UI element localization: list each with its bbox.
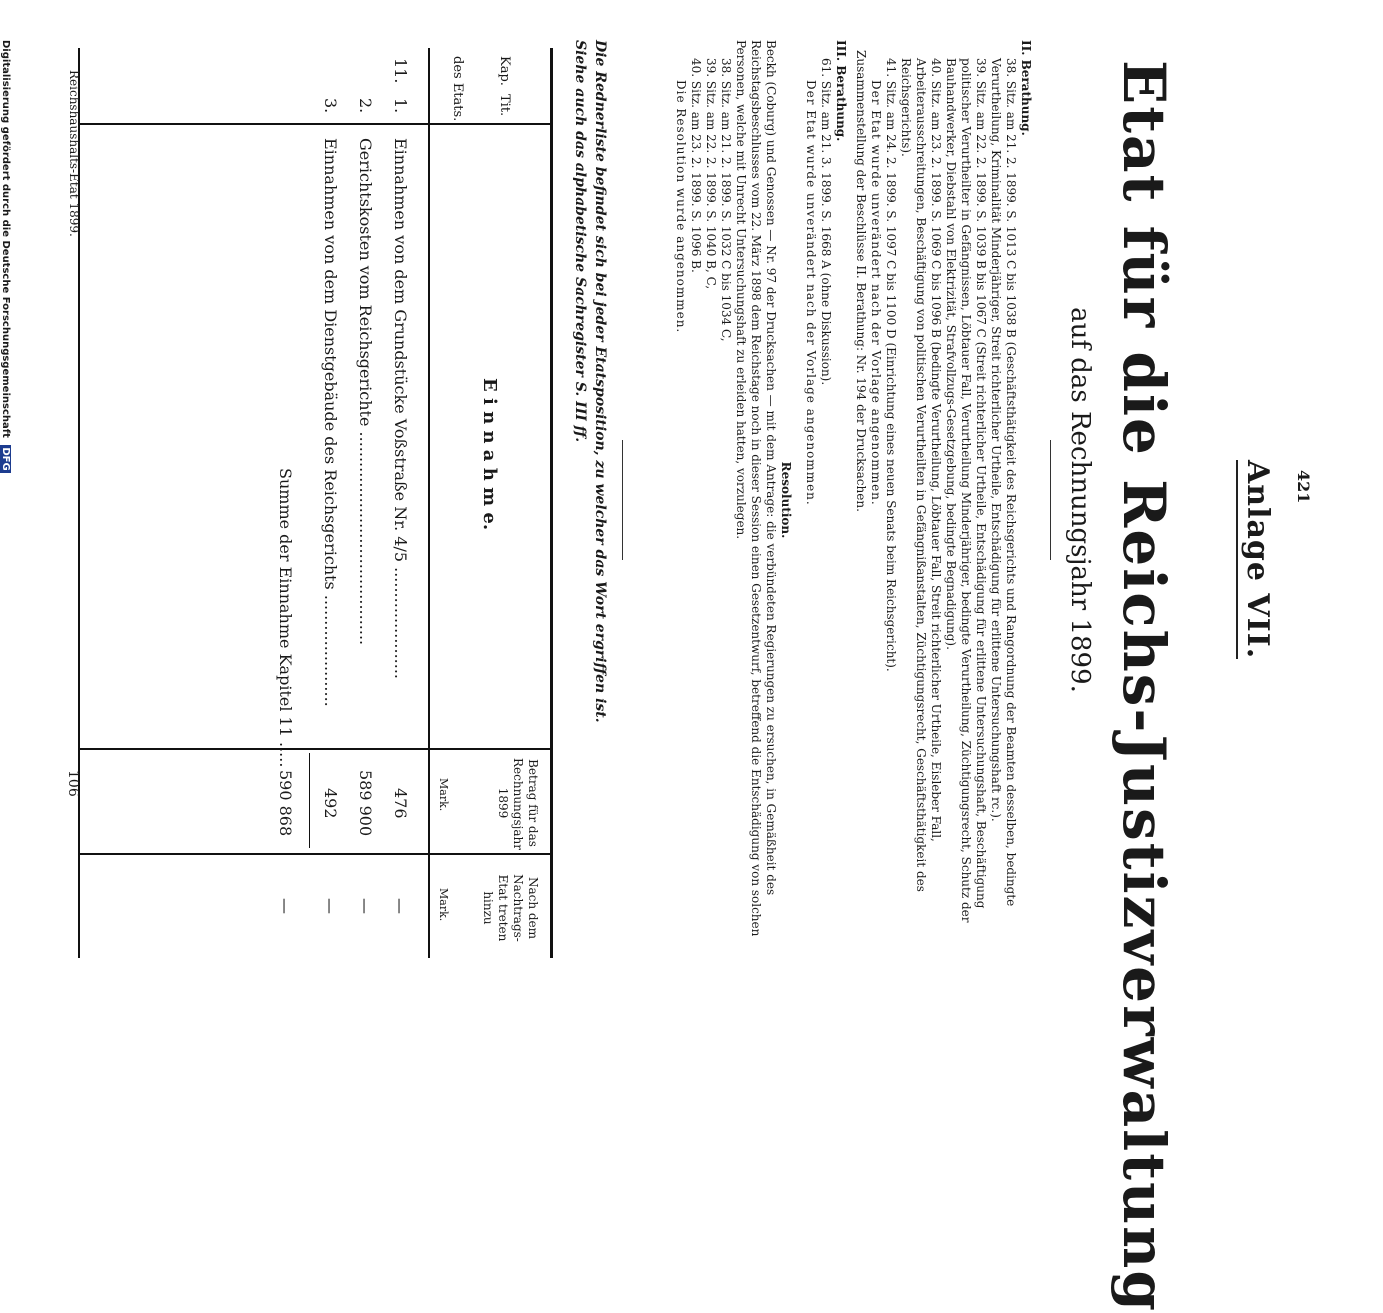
section-ii-line: 38. Sitz. am 21. 2. 1899. S. 1013 C bis 1038 B (Geschäftsthätigkeit des Reichsgerichts und Rangordnung der Beamten desselben, bedingte Verurtheilung, Kriminalität Minderjähriger, Streit richterlicher Urtheile, Entschädigung für erlittene Untersuchungshaft rc.). [989, 58, 1018, 907]
section-ii-summary: Zusammenstellung der Beschlüsse II. Berathung: Nr. 194 der Drucksachen. [854, 50, 868, 512]
resolution-text: Beckh (Coburg) und Genossen — Nr. 97 der Drucksachen — mit dem Antrage: die verbündeten Regierungen zu ersuchen, in Gemäßheit des Reichstagsbeschlusses vom 22. März 1898 dem Reichstage noch in dieser Session einen Gesetzentwurf, betreffend die Entschädigung von solchen Personen, welche mit Unrecht Untersuchungshaft zu erleiden hatten, vorzulegen. [734, 40, 778, 937]
table-row [380, 48, 410, 958]
footer-page: 106 [65, 770, 81, 797]
row-text: Gerichtskosten vom Reichsgerichte .......................................... [356, 138, 375, 646]
table-row [310, 48, 340, 958]
section-ii-line: 39. Sitz. am 22. 2. 1899. S. 1039 B bis 1067 C (Streit richterlicher Urtheile, Entschädigung für erlittene Untersuchungshaft, Beschäftigung politischer Verurtheilter in Gefängnissen, Löbtauer Fall, Verurtheilung Minderjähriger, bedingte Verurtheilung, Züchtigungsrecht, Schutz der Bauhandwerker, Diebstahl von Elektrizität, Strafvollzugs-Gesetzgebung, bedingte Begnadigung). [944, 58, 988, 923]
section-ii [853, 40, 1033, 960]
section-ii-result: Der Etat wurde unverändert nach der Vorlage angenommen. [869, 80, 883, 506]
dfg-logo: DFG [0, 447, 11, 471]
sum-label: Summe der Einnahme Kapitel 11 ..... [276, 468, 295, 768]
header-kap: Kap. [497, 56, 512, 86]
title-divider [1050, 440, 1051, 560]
header-betrag-unit: Mark. [437, 778, 450, 812]
resolution-line: 40. Sitz. am 23. 2. 1899. S. 1096 B. [689, 58, 703, 273]
row-nachtrag: — [356, 898, 375, 914]
header-einnahme: E i n n a h m e. [479, 378, 500, 531]
resolution [673, 40, 793, 960]
note-rednerliste: Die Rednerliste befindet sich bei jeder Etatsposition, zu welcher das Wort ergriffen ist. [592, 40, 608, 723]
anlage-label: Anlage VII. [1236, 460, 1275, 659]
section-iii-result: Der Etat wurde unverändert nach der Vorlage angenommen. [804, 80, 818, 506]
row-tit: 3. [321, 98, 340, 114]
section-iii-heading: III. Berathung. [834, 40, 848, 142]
resolution-heading: Resolution. [779, 461, 793, 539]
header-betrag: Betrag für das Rechnungsjahr 1899 [496, 758, 540, 850]
note-sachregister: Siehe auch das alphabetische Sachregister S. III ff. [572, 40, 588, 443]
resolution-result: Die Resolution wurde angenommen. [674, 80, 688, 334]
footer-etat: Reichshaushalts-Etat 1899. [67, 70, 81, 237]
row-nachtrag: — [391, 898, 410, 914]
row-text: Einnahmen von dem Dienstgebäude des Reichsgerichts ...................... [321, 138, 340, 707]
table-sum-rule [309, 753, 310, 848]
page-number: 421 [1294, 470, 1313, 504]
section-ii-heading: II. Berathung. [1019, 40, 1033, 136]
sum-betrag: 590 868 [276, 770, 295, 837]
section-iii [803, 40, 848, 960]
header-tit: Tit. [497, 94, 512, 117]
row-tit: 2. [356, 98, 375, 114]
header-des-etats: des Etats. [450, 56, 465, 122]
section-ii-line: 41. Sitz. am 24. 2. 1899. S. 1097 C bis 1100 D (Einrichtung eines neuen Senats beim Reichsgericht). [884, 58, 898, 672]
header-nachtrag-unit: Mark. [437, 888, 450, 922]
row-kap: 11. [391, 58, 410, 84]
table-row [345, 48, 375, 958]
notes-divider [622, 440, 623, 560]
resolution-line: 39. Sitz. am 22. 2. 1899. S. 1040 B, C, [704, 58, 718, 290]
row-betrag: 589 900 [356, 770, 375, 837]
row-nachtrag: — [321, 898, 340, 914]
row-tit: 1. [391, 98, 410, 114]
section-iii-line: 61. Sitz. am 21. 3. 1899. S. 1668 A (ohne Diskussion). [819, 58, 833, 386]
row-betrag: 476 [391, 788, 410, 819]
sum-nachtrag: — [276, 898, 295, 914]
resolution-line: 38. Sitz. am 21. 2. 1899. S. 1032 C bis 1034 C, [719, 58, 733, 342]
row-betrag: 492 [321, 788, 340, 819]
page-title: Etat für die Reichs-Justizverwaltung [1110, 60, 1178, 1313]
dfg-note-text: Digitalisierung gefördert durch die Deutsche Forschungsgemeinschaft [0, 40, 11, 438]
table-rule [428, 48, 430, 958]
einnahme-table [78, 48, 553, 958]
page-subtitle: auf das Rechnungsjahr 1899. [1065, 307, 1095, 693]
header-nachtrag: Nach dem Nachtrags-Etat treten hinzu [481, 874, 540, 942]
row-text: Einnahmen von dem Grundstücke Voßstraße Nr. 4/5 ...................... [391, 138, 410, 680]
section-ii-line: 40. Sitz. am 23. 2. 1899. S. 1069 C bis 1096 B (bedingte Verurtheilung, Löbtauer Fall, Streit richterlicher Urtheile, Eisleber Fall, Arbeiterausschreitungen, Beschäftigung von politischen Verurtheilten in Gefängnißanstalten, Züchtigungsrecht, Geschäftsthätigkeit des Reichsgerichts). [899, 58, 943, 892]
table-sum-row [265, 48, 295, 958]
dfg-note [0, 40, 11, 473]
